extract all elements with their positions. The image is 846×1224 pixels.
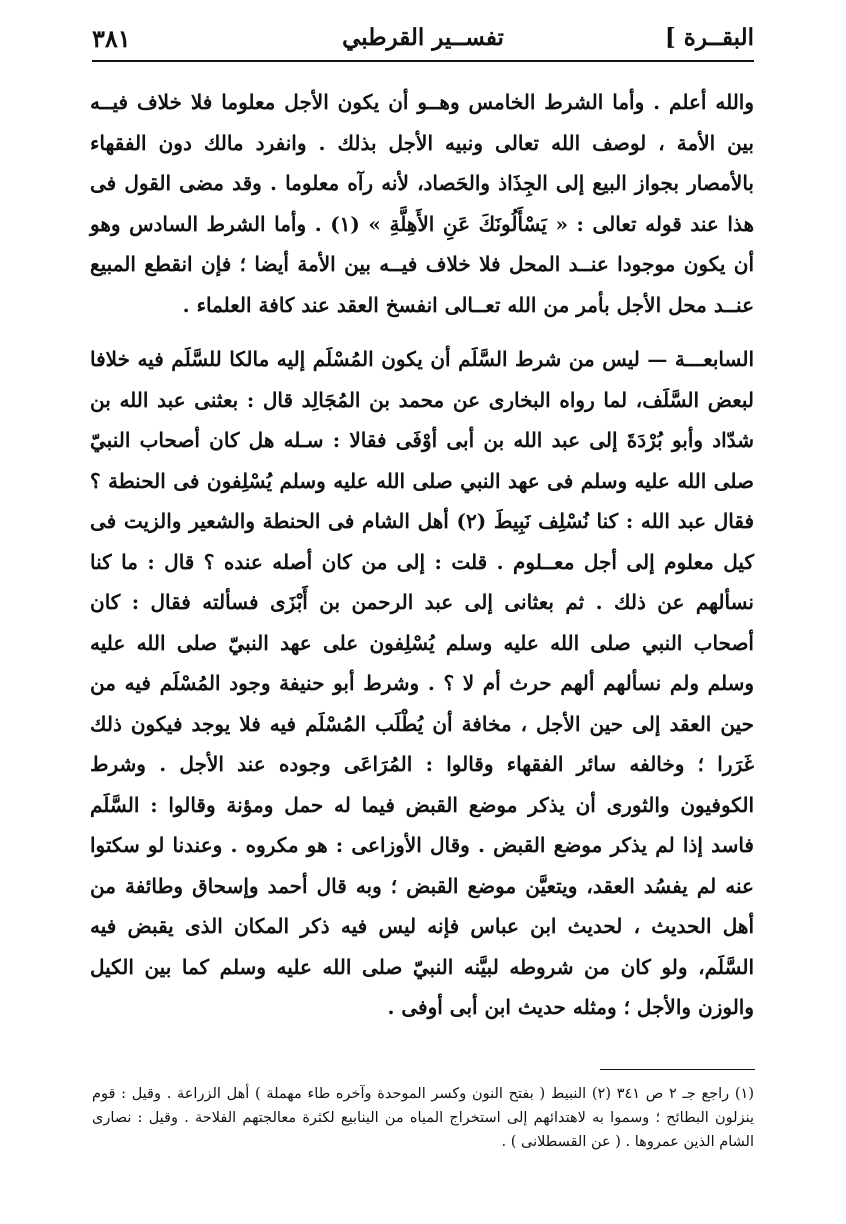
header-divider [92,60,754,62]
book-title: تفســير القرطبي [342,24,504,51]
main-text [90,82,754,1028]
page-header [92,18,754,60]
page-number: ٣٨١ [92,24,131,53]
footnotes [92,1082,754,1154]
footnote-divider [600,1069,755,1070]
footnote-text: (١) راجع جـ ٢ ص ٣٤١ (٢) النبيط ( بفتح النون وكسر الموحدة وآخره طاء مهملة ) أهل الزراعة . وقيل : قوم ينزلون البطائح ؛ وسموا به لاهتدائهم إلى استخراج المياه من الينابيع لكثرة معالجتهم الفلاحة . وقيل : نصارى الشام الذين عمروها . ( عن القسطلانى ) . [92,1086,754,1150]
paragraph-1: والله أعلم . وأما الشرط الخامس وهــو أن يكون الأجل معلوما فلا خلاف فيــه بين الأمة ، لوصف الله تعالى ونبيه الأجل بذلك . وانفرد مالك دون الفقهاء بالأمصار بجواز البيع إلى الجِذَاذ والحَصاد، لأنه رآه معلوما . وقد مضى القول فى هذا عند قوله تعالى : « يَسْأَلُونَكَ عَنِ الأَهِلَّةِ » (١) . وأما الشرط السادس وهو أن يكون موجودا عنــد المحل فلا خلاف فيــه بين الأمة أيضا ؛ فإن انقطع المبيع عنــد محل الأجل بأمر من الله تعــالى انفسخ العقد عند كافة العلماء . [90,90,755,317]
paragraph-2: السابعـــة — ليس من شرط السَّلَم أن يكون المُسْلَم إليه مالكا للسَّلَم فيه خلافا لبعض السَّلَف، لما رواه البخارى عن محمد بن المُجَالِد قال : بعثنى عبد الله بن شدّاد وأبو بُرْدَةَ إلى عبد الله بن أبى أوْفَى فقالا : سـله هل كان أصحاب النبيّ صلى الله عليه وسلم فى عهد النبي صلى الله عليه وسلم يُسْلِفون فى الحنطة ؟ فقال عبد الله : كنا نُسْلِف نَبِيطَ (٢) أهل الشام فى الحنطة والشعير والزيت فى كيل معلوم إلى أجل معــلوم . قلت : إلى من كان أصله عنده ؟ قال : ما كنا نسألهم عن ذلك . ثم بعثانى إلى عبد الرحمن بن أَبْزَى فسألته فقال : كان أصحاب النبي صلى الله عليه وسلم يُسْلِفون على عهد النبيّ صلى الله عليه وسلم ولم نسألهم ألهم حرث أم لا ؟ . وشرط أبو حنيفة وجود المُسْلَم فيه من حين العقد إلى حين الأجل ، مخافة أن يُطْلَب المُسْلَم فيه فلا يوجد فيكون ذلك غَرَرا ؛ وخالفه سائر الفقهاء وقالوا : المُرَاعَى وجوده عند الأجل . وشرط الكوفيون والثورى أن يذكر موضع القبض فيما له حمل ومؤنة وقالوا : السَّلَم فاسد إذا لم يذكر موضع القبض . وقال الأوزاعى : هو مكروه . وعندنا لو سكتوا عنه لم يفسُد العقد، ويتعيَّن موضع القبض ؛ وبه قال أحمد وإسحاق وطائفة من أهل الحديث ، لحديث ابن عباس فإنه ليس فيه ذكر المكان الذى يقبض فيه السَّلَم، ولو كان من شروطه لبيَّنه النبيّ صلى الله عليه وسلم كما بين الكيل والوزن والأجل ؛ ومثله حديث ابن أبى أوفى . [90,347,755,1019]
surah-name: البقــرة ] [664,24,754,51]
